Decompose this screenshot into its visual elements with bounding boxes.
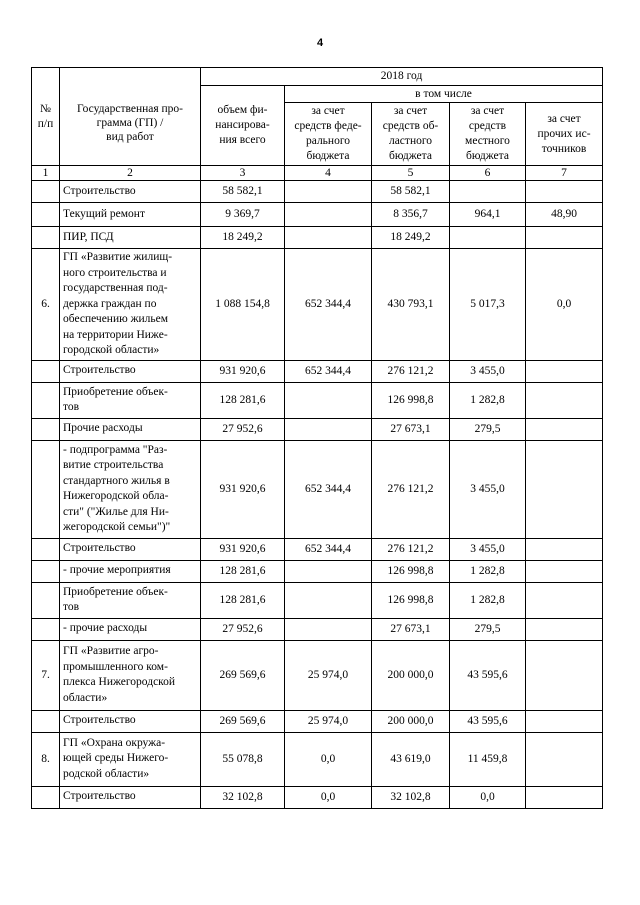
- regional-value: 8 356,7: [372, 203, 450, 227]
- table-row: [32, 582, 603, 618]
- federal-value: 0,0: [285, 732, 372, 786]
- table-header: [32, 68, 603, 181]
- row-number: 6.: [32, 249, 60, 361]
- local-value: [450, 181, 526, 203]
- program-name: ГП «Охрана окружа- ющей среды Нижего- родской области»: [60, 732, 201, 786]
- other-value: [526, 440, 603, 538]
- federal-value: 652 344,4: [285, 249, 372, 361]
- row-number: 7.: [32, 640, 60, 710]
- regional-value: 27 673,1: [372, 418, 450, 440]
- row-number: [32, 440, 60, 538]
- program-name: - прочие расходы: [60, 618, 201, 640]
- regional-value: 126 998,8: [372, 560, 450, 582]
- federal-value: [285, 227, 372, 249]
- table-row: [32, 618, 603, 640]
- row-number: 8.: [32, 732, 60, 786]
- regional-value: 430 793,1: [372, 249, 450, 361]
- total-value: 931 920,6: [201, 538, 285, 560]
- total-value: 269 569,6: [201, 640, 285, 710]
- column-number: 4: [285, 166, 372, 181]
- program-name: - подпрограмма "Раз- витие строительства стандартного жилья в Нижегородской обла- сти" ("Жилье для Ни- жегородской семьи")": [60, 440, 201, 538]
- table-row: [32, 710, 603, 732]
- table-row: [32, 181, 603, 203]
- header-regional: за счет средств об- ластного бюджета: [372, 103, 450, 166]
- other-value: [526, 538, 603, 560]
- local-value: 279,5: [450, 418, 526, 440]
- program-name: Строительство: [60, 786, 201, 808]
- federal-value: 25 974,0: [285, 640, 372, 710]
- other-value: [526, 382, 603, 418]
- other-value: [526, 582, 603, 618]
- table-row: [32, 538, 603, 560]
- total-value: 931 920,6: [201, 360, 285, 382]
- local-value: 1 282,8: [450, 582, 526, 618]
- local-value: 1 282,8: [450, 560, 526, 582]
- local-value: 1 282,8: [450, 382, 526, 418]
- other-value: 48,90: [526, 203, 603, 227]
- column-number: 2: [60, 166, 201, 181]
- row-number: [32, 360, 60, 382]
- row-number: [32, 418, 60, 440]
- other-value: [526, 786, 603, 808]
- total-value: 55 078,8: [201, 732, 285, 786]
- local-value: 3 455,0: [450, 538, 526, 560]
- program-name: Строительство: [60, 360, 201, 382]
- program-name: Приобретение объек- тов: [60, 382, 201, 418]
- regional-value: 27 673,1: [372, 618, 450, 640]
- federal-value: 0,0: [285, 786, 372, 808]
- table-row: [32, 560, 603, 582]
- header-program: Государственная про- грамма (ГП) / вид работ: [60, 68, 201, 166]
- other-value: [526, 227, 603, 249]
- other-value: [526, 560, 603, 582]
- header-local: за счет средств местного бюджета: [450, 103, 526, 166]
- table-row: [32, 418, 603, 440]
- regional-value: 276 121,2: [372, 538, 450, 560]
- column-number: 6: [450, 166, 526, 181]
- total-value: 9 369,7: [201, 203, 285, 227]
- header-federal: за счет средств феде- рального бюджета: [285, 103, 372, 166]
- header-num: № п/п: [32, 68, 60, 166]
- other-value: [526, 618, 603, 640]
- total-value: 58 582,1: [201, 181, 285, 203]
- local-value: 3 455,0: [450, 360, 526, 382]
- federal-value: [285, 181, 372, 203]
- other-value: [526, 640, 603, 710]
- regional-value: 200 000,0: [372, 640, 450, 710]
- federal-value: [285, 203, 372, 227]
- local-value: [450, 227, 526, 249]
- row-number: [32, 560, 60, 582]
- header-year: 2018 год: [201, 68, 603, 86]
- program-name: Прочие расходы: [60, 418, 201, 440]
- regional-value: 43 619,0: [372, 732, 450, 786]
- row-number: [32, 582, 60, 618]
- program-name: ГП «Развитие жилищ- ного строительства и государственная под- держка граждан по обеспечению жильем на территории Ниже- городской области»: [60, 249, 201, 361]
- page-number: 4: [316, 37, 324, 49]
- federal-value: 652 344,4: [285, 538, 372, 560]
- total-value: 128 281,6: [201, 582, 285, 618]
- program-name: ГП «Развитие агро- промышленного ком- плекса Нижегородской области»: [60, 640, 201, 710]
- header-row-1: [32, 68, 603, 86]
- other-value: 0,0: [526, 249, 603, 361]
- total-value: 32 102,8: [201, 786, 285, 808]
- row-number: [32, 203, 60, 227]
- program-name: Строительство: [60, 181, 201, 203]
- other-value: [526, 418, 603, 440]
- regional-value: 58 582,1: [372, 181, 450, 203]
- regional-value: 276 121,2: [372, 360, 450, 382]
- column-number: 1: [32, 166, 60, 181]
- table-row: [32, 249, 603, 361]
- table-row: [32, 786, 603, 808]
- other-value: [526, 181, 603, 203]
- budget-table: [31, 67, 603, 809]
- table-row: [32, 640, 603, 710]
- total-value: 128 281,6: [201, 382, 285, 418]
- federal-value: [285, 560, 372, 582]
- row-number: [32, 786, 60, 808]
- table-row: [32, 382, 603, 418]
- regional-value: 18 249,2: [372, 227, 450, 249]
- total-value: 27 952,6: [201, 618, 285, 640]
- row-number: [32, 382, 60, 418]
- federal-value: [285, 618, 372, 640]
- table-row: [32, 440, 603, 538]
- table-row: [32, 360, 603, 382]
- federal-value: [285, 418, 372, 440]
- program-name: Строительство: [60, 710, 201, 732]
- local-value: 0,0: [450, 786, 526, 808]
- regional-value: 200 000,0: [372, 710, 450, 732]
- regional-value: 276 121,2: [372, 440, 450, 538]
- table-row: [32, 203, 603, 227]
- row-number: [32, 618, 60, 640]
- column-number: 7: [526, 166, 603, 181]
- federal-value: 25 974,0: [285, 710, 372, 732]
- program-name: Строительство: [60, 538, 201, 560]
- regional-value: 126 998,8: [372, 382, 450, 418]
- table-row: [32, 227, 603, 249]
- total-value: 1 088 154,8: [201, 249, 285, 361]
- local-value: 43 595,6: [450, 710, 526, 732]
- local-value: 3 455,0: [450, 440, 526, 538]
- row-number: [32, 538, 60, 560]
- table-body: [32, 181, 603, 809]
- total-value: 18 249,2: [201, 227, 285, 249]
- column-number: 3: [201, 166, 285, 181]
- row-number: [32, 181, 60, 203]
- local-value: 964,1: [450, 203, 526, 227]
- column-number-row: [32, 166, 603, 181]
- total-value: 27 952,6: [201, 418, 285, 440]
- federal-value: [285, 582, 372, 618]
- local-value: 11 459,8: [450, 732, 526, 786]
- total-value: 931 920,6: [201, 440, 285, 538]
- regional-value: 126 998,8: [372, 582, 450, 618]
- program-name: Текущий ремонт: [60, 203, 201, 227]
- program-name: ПИР, ПСД: [60, 227, 201, 249]
- local-value: 279,5: [450, 618, 526, 640]
- header-total: объем фи- нансирова- ния всего: [201, 85, 285, 166]
- other-value: [526, 732, 603, 786]
- federal-value: 652 344,4: [285, 360, 372, 382]
- total-value: 269 569,6: [201, 710, 285, 732]
- other-value: [526, 710, 603, 732]
- federal-value: 652 344,4: [285, 440, 372, 538]
- local-value: 5 017,3: [450, 249, 526, 361]
- header-including: в том числе: [285, 85, 603, 103]
- local-value: 43 595,6: [450, 640, 526, 710]
- program-name: - прочие мероприятия: [60, 560, 201, 582]
- column-number: 5: [372, 166, 450, 181]
- header-other: за счет прочих ис- точников: [526, 103, 603, 166]
- total-value: 128 281,6: [201, 560, 285, 582]
- federal-value: [285, 382, 372, 418]
- regional-value: 32 102,8: [372, 786, 450, 808]
- row-number: [32, 710, 60, 732]
- row-number: [32, 227, 60, 249]
- table-row: [32, 732, 603, 786]
- program-name: Приобретение объек- тов: [60, 582, 201, 618]
- other-value: [526, 360, 603, 382]
